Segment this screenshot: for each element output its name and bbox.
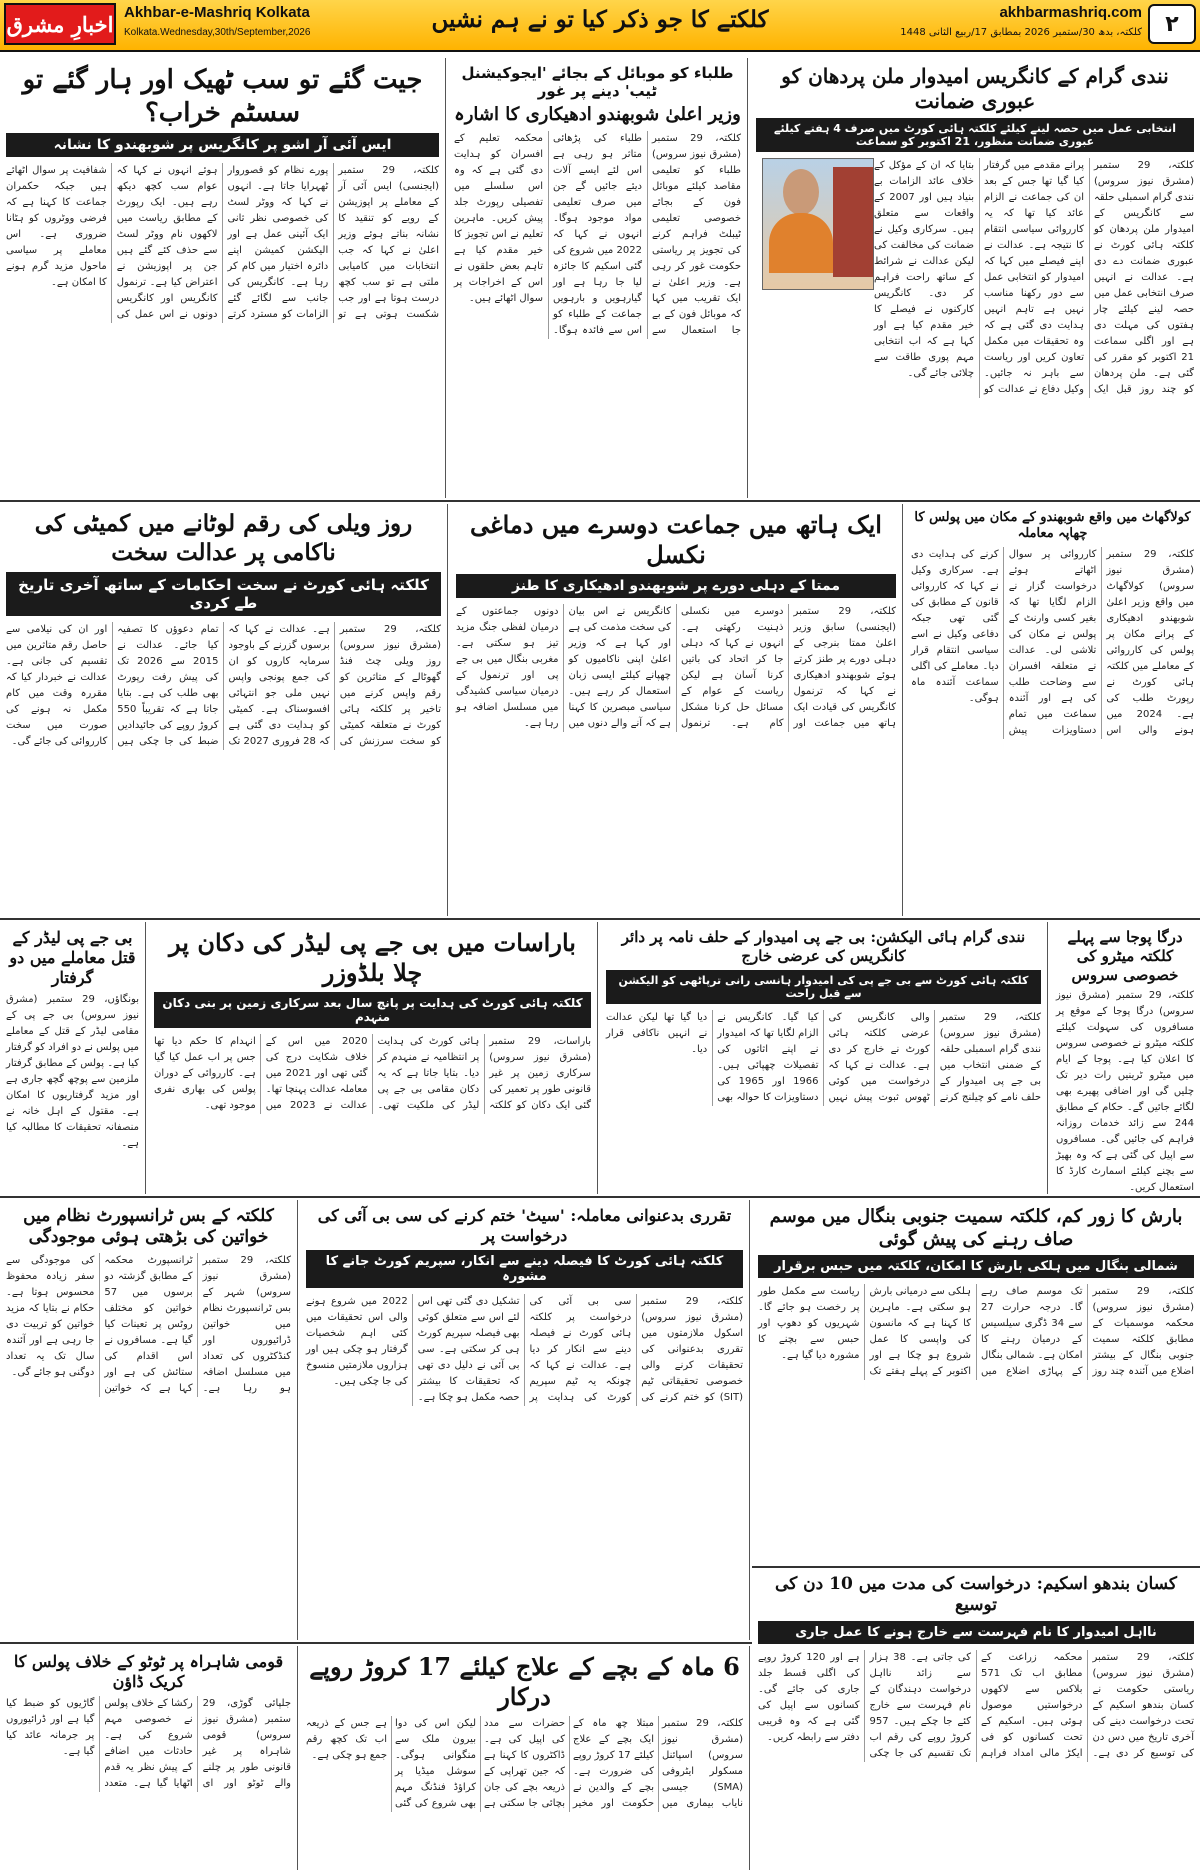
article-body: کلکتہ، 29 ستمبر (مشرق نیوز سروس) نندی گرام اسمبلی حلقہ کے ضمنی انتخاب میں بی جے پی امیدوار کے حلف نامے کو چیلنج کرنے والی کانگریس کی عرضی کلکتہ ہائی کورٹ نے خارج کر دی ہے۔ عدالت نے کہا کہ درخواست میں کوئی ٹھوس ثبوت پیش نہیں کیا گیا۔ کانگریس نے الزام لگایا تھا کہ امیدوار نے اپنے اثاثوں کی تفصیلات چھپائی ہیں۔ 1966 اور 1965 کی دستاویزات کا حوالہ بھی دیا گیا تھا لیکن عدالت نے انہیں ناکافی قرار دیا۔ — [606, 1011, 1041, 1103]
headline: کلکتہ کے بس ٹرانسپورٹ نظام میں خواتین کی بڑھتی ہوئی موجودگی — [23, 1206, 274, 1248]
subheadline-bar: کلکتہ ہائی کورٹ کا فیصلہ دینے سے انکار، سپریم کورٹ جانے کا مشورہ — [306, 1250, 743, 1288]
subheadline-bar: ایس آئی آر اشو پر کانگریس پر شوبھندو کا نشانہ — [6, 133, 439, 157]
subheadline-bar: نااہل امیدوار کا نام فہرست سے خارج ہونے کا عمل جاری — [758, 1621, 1194, 1644]
headline: کولاگھاٹ میں واقع شوبھندو کے مکان میں پولس کا چھاپہ معاملہ — [914, 510, 1191, 542]
headline: نندی گرام ہائی الیکشن: بی جے پی امیدوار کے حلف نامہ پر دائر کانگریس کی عرضی خارج — [621, 928, 1026, 965]
article-body: کلکتہ، 29 ستمبر (مشرق نیوز سروس) محکمہ موسمیات کے مطابق کلکتہ سمیت جنوبی بنگال کے بیشتر اضلاع میں آئندہ چند روز تک موسم صاف رہے گا۔ درجہ حرارت 27 سے 34 ڈگری سیلسیس کے درمیان رہنے کا امکان ہے۔ شمالی بنگال کے پہاڑی اضلاع میں ہلکی سے درمیانی بارش ہو سکتی ہے۔ ماہرین کا کہنا ہے کہ مانسون کی واپسی کا عمل شروع ہو چکا ہے اور اکتوبر کے پہلے ہفتے تک ریاست سے مکمل طور پر رخصت ہو جائے گا۔ شہریوں کو دھوپ اور حبس سے بچنے کا مشورہ دیا گیا ہے۔ — [758, 1286, 1194, 1377]
headline: وزیر اعلیٰ شوبھندو ادھیکاری کا اشارہ — [454, 104, 741, 125]
article-body: کلکتہ، 29 ستمبر (مشرق نیوز سروس) درگا پوجا کے موقع پر مسافروں کی سہولت کیلئے کلکتہ میٹرو نے خصوصی سروس کا اعلان کیا ہے۔ پوجا کے ایام میں میٹرو ٹرینیں رات دیر تک چلیں گی اور اضافی پھیرے بھی لگائے جائیں گے۔ حکام کے مطابق 244 سے زائد خدمات روزانہ فراہم کی جائیں گی۔ مسافروں سے اپیل کی گئی ہے کہ وہ بھیڑ سے بچنے کیلئے اسمارٹ کارڈ کا استعمال کریں۔ — [1056, 990, 1194, 1194]
masthead-right — [850, 4, 1142, 38]
page-number: ۲ — [1148, 4, 1196, 44]
page-slogan: کلکتے کا جو ذکر کیا تو نے ہم نشیں — [431, 6, 769, 33]
subheadline-bar: کلکتہ ہائی کورٹ سے بی جے پی کی امیدوار ہانسی رانی ترپاٹھی کو الیکشن سے قبل راحت — [606, 970, 1041, 1004]
article-durga-puja-metro — [1050, 922, 1200, 1194]
edition-date: Kolkata.Wednesday,30th/September,2026 — [124, 27, 311, 38]
row-divider — [0, 1196, 1200, 1198]
article-body: کلکتہ، 29 ستمبر (مشرق نیوز سروس) اسپائنل مسکولر ایٹروفی (SMA) جیسی نایاب بیماری میں مبتلا چھ ماہ کے ایک بچے کے علاج کیلئے 17 کروڑ روپے کی ضرورت ہے۔ بچے کے والدین نے حکومت اور مخیر حضرات سے مدد کی اپیل کی ہے۔ ڈاکٹروں کا کہنا ہے کہ جین تھراپی کے ذریعہ بچے کی جان بچائی جا سکتی ہے لیکن اس کی دوا بیرون ملک سے منگوانی ہوگی۔ سوشل میڈیا پر کراؤڈ فنڈنگ مہم بھی شروع کی گئی ہے جس کے ذریعہ اب تک کچھ رقم جمع ہو چکی ہے۔ — [306, 1718, 743, 1809]
article-farmers-scheme — [752, 1566, 1200, 1870]
article-nandigram-nomination — [600, 922, 1048, 1194]
hijri-date: کلکتہ، بدھ 30/ستمبر 2026 بمطابق 17/ربیع الثانی 1448 — [900, 27, 1142, 38]
headline: کسان بندھو اسکیم: درخواست کی مدت میں 10 دن کی توسیع — [775, 1574, 1177, 1616]
article-bjp-leader-arrest — [0, 922, 146, 1194]
headline: درگا پوجا سے پہلے کلکتہ میٹرو کی خصوصی سروس — [1067, 928, 1183, 984]
article-body: کلکتہ، 29 ستمبر (مشرق نیوز سروس) طلباء کو تعلیمی مقاصد کیلئے موبائل فون کے بجائے خصوصی تعلیمی ٹیبلٹ فراہم کرنے کی تجویز پر ریاستی حکومت غور کر رہی ہے۔ وزیر اعلیٰ نے ایک تقریب میں کہا کہ موبائل فون کے بے جا استعمال سے طلباء کی پڑھائی متاثر ہو رہی ہے اس لئے ایسے آلات دیئے جائیں گے جن میں صرف تعلیمی مواد موجود ہوگا۔ انہوں نے کہا کہ 2022 میں شروع کی گئی اسکیم کا جائزہ لیا جا رہا ہے اور گیارہویں و بارہویں جماعت کے طلباء کو اس سے فائدہ ہوگا۔ محکمہ تعلیم کے افسران کو ہدایت دی گئی ہے کہ وہ اس سلسلے میں تفصیلی رپورٹ جلد پیش کریں۔ ماہرین تعلیم نے اس تجویز کا خیر مقدم کیا ہے تاہم بعض حلقوں نے اس کے اخراجات پر سوال اٹھائے ہیں۔ — [454, 132, 741, 336]
article-body: بونگاؤں، 29 ستمبر (مشرق نیوز سروس) بی جے پی کے مقامی لیڈر کے قتل کے معاملے میں پولس نے دو افراد کو گرفتار کیا ہے۔ پولس کے مطابق گرفتار ملزمین سے پوچھ گچھ جاری ہے اور مزید گرفتاریوں کا امکان ہے۔ مقتول کے اہل خانہ نے منصفانہ تحقیقات کا مطالبہ کیا ہے۔ — [6, 994, 139, 1149]
subheadline-bar: کلکتہ ہائی کورٹ کی ہدایت پر پانچ سال بعد سرکاری زمین پر بنی دکان منہدم — [154, 992, 591, 1028]
subheadline-bar: شمالی بنگال میں ہلکی بارش کا امکان، کلکتہ میں حبس برقرار — [758, 1255, 1194, 1278]
article-body: کلکتہ، 29 ستمبر (مشرق نیوز سروس) اسکول ملازمتوں میں تقرری بدعنوانی کی تحقیقات کرنے والی خصوصی تحقیقاتی ٹیم (SIT) کو ختم کرنے کی سی بی آئی کی درخواست پر کلکتہ ہائی کورٹ نے فیصلہ دینے سے انکار کر دیا ہے۔ عدالت نے کہا کہ چونکہ یہ ٹیم سپریم کورٹ کی ہدایت پر تشکیل دی گئی تھی اس لئے اس سے متعلق کوئی بھی فیصلہ سپریم کورٹ ہی کر سکتی ہے۔ سی بی آئی نے دلیل دی تھی کہ تحقیقات کا بیشتر حصہ مکمل ہو چکا ہے۔ 2022 میں شروع ہونے والی اس تحقیقات میں کئی اہم شخصیات گرفتار ہو چکی ہیں اور ہزاروں ملازمتیں منسوخ کی جا چکی ہیں۔ — [306, 1296, 743, 1403]
row-divider — [0, 1642, 752, 1644]
kicker: طلباء کو موبائل کے بجائے 'ایجوکیشنل ٹیب' دینے پر غور — [461, 64, 734, 100]
article-child-treatment — [300, 1646, 750, 1870]
headline: 6 ماہ کے بچے کے علاج کیلئے 17 کروڑ روپے درکار — [309, 1652, 740, 1711]
masthead-left — [124, 4, 374, 38]
article-appointment-scam — [300, 1200, 750, 1640]
article-body: کلکتہ، 29 ستمبر (مشرق نیوز سروس) ریاستی حکومت نے کسان بندھو اسکیم کے تحت درخواست دینے کی آخری تاریخ میں دس دن کی توسیع کر دی ہے۔ محکمہ زراعت کے مطابق اب تک 571 بلاکس سے لاکھوں درخواستیں موصول ہوئی ہیں۔ اسکیم کے تحت کسانوں کو فی ایکڑ مالی امداد فراہم کی جاتی ہے۔ 38 ہزار سے زائد نااہل درخواست دہندگان کے نام فہرست سے خارج کئے جا چکے ہیں۔ 957 کروڑ روپے کی رقم اب تک تقسیم کی جا چکی ہے اور 120 کروڑ روپے کی اگلی قسط جلد جاری کی جائے گی۔ کسانوں سے اپیل کی گئی ہے کہ وہ قریبی دفتر سے رابطہ کریں۔ — [758, 1651, 1194, 1759]
row-divider — [0, 500, 1200, 502]
headline: بی جے پی لیڈر کے قتل معاملے میں دو گرفتار — [9, 928, 136, 987]
article-kolkata-police — [905, 504, 1200, 916]
article-body: جلپائی گوڑی، 29 ستمبر (مشرق نیوز سروس) قومی شاہراہ پر غیر قانونی طور پر چلنے والے ٹوٹو اور ای رکشا کے خلاف پولس نے خصوصی مہم شروع کی ہے۔ حادثات میں اضافے کے پیش نظر یہ قدم اٹھایا گیا ہے۔ متعدد گاڑیوں کو ضبط کیا گیا ہے اور ڈرائیوروں پر جرمانہ عائد کیا گیا ہے۔ — [6, 1698, 291, 1789]
headline: روز ویلی کی رقم لوٹانے میں کمیٹی کی ناکامی پر عدالت سخت — [34, 510, 413, 566]
article-body: کلکتہ، 29 ستمبر (ایجنسی) سابق وزیر اعلیٰ ممتا بنرجی کے دہلی دورے پر طنز کرتے ہوئے شوبھندو ادھیکاری نے کہا کہ ترنمول کانگریس کی قیادت ایک ہاتھ میں جماعت اور دوسرے میں نکسلی ذہنیت رکھتی ہے۔ انہوں نے کہا کہ دہلی جا کر اتحاد کی باتیں کرنا آسان ہے لیکن ریاست کے عوام کے مسائل حل کرنا مشکل کام ہے۔ ترنمول کانگریس نے اس بیان کی سخت مذمت کی ہے اور کہا ہے کہ وزیر اعلیٰ اپنی ناکامیوں کو چھپانے کیلئے ایسی زبان استعمال کر رہے ہیں۔ سیاسی مبصرین کا کہنا ہے کہ آنے والے دنوں میں دونوں جماعتوں کے درمیان لفظی جنگ مزید تیز ہو سکتی ہے۔ مغربی بنگال میں بی جے پی اور ترنمول کے درمیان سیاسی کشیدگی میں مسلسل اضافہ ہو رہا ہے۔ — [456, 606, 896, 729]
article-bus-transport — [0, 1200, 298, 1640]
headline: ایک ہاتھ میں جماعت دوسرے میں دماغی نکسل — [470, 510, 882, 569]
article-body: باراسات، 29 ستمبر (مشرق نیوز سروس) سرکاری زمین پر غیر قانونی طور پر تعمیر کی گئی ایک دکان کو کلکتہ ہائی کورٹ کی ہدایت پر انتظامیہ نے منہدم کر دیا۔ بتایا جاتا ہے کہ یہ دکان مقامی بی جے پی لیڈر کی ملکیت تھی۔ 2020 میں اس کے خلاف شکایت درج کی گئی تھی اور 2021 میں معاملہ عدالت پہنچا تھا۔ عدالت نے 2023 میں انہدام کا حکم دیا تھا جس پر اب عمل کیا گیا ہے۔ کارروائی کے دوران پولس کی بھاری نفری موجود تھی۔ — [154, 1036, 591, 1111]
article-weather — [752, 1200, 1200, 1562]
article-barasat-bulldozer — [148, 922, 598, 1194]
headline: قومی شاہراہ پر ٹوٹو کے خلاف پولس کا کریک ڈاؤن — [13, 1652, 284, 1691]
article-body: کلکتہ، 29 ستمبر (مشرق نیوز سروس) نندی گرام اسمبلی حلقہ سے کانگریس کے امیدوار ملن پردھان کو کلکتہ ہائی کورٹ نے عبوری ضمانت دے دی ہے۔ عدالت نے انہیں صرف انتخابی عمل میں حصہ لینے کیلئے چار ہفتوں کی مہلت دی ہے اور اگلی سماعت 21 اکتوبر کو مقرر کی گئی ہے۔ ملن پردھان کو چند روز قبل ایک پرانے مقدمے میں گرفتار کیا گیا تھا جس کے بعد ان کی جماعت نے الزام عائد کیا تھا کہ یہ کارروائی سیاسی انتقام کا نتیجہ ہے۔ عدالت نے اپنے فیصلے میں کہا کہ امیدوار کو انتخابی عمل سے دور رکھنا مناسب نہیں ہے تاہم انہیں ہدایت دی گئی ہے کہ وہ تحقیقات میں مکمل تعاون کریں اور ریاست سے باہر نہ جائیں۔ وکیل دفاع نے عدالت کو بتایا کہ ان کے مؤکل کے خلاف عائد الزامات بے بنیاد ہیں اور 2007 کے واقعات سے متعلق ہیں۔ سرکاری وکیل نے ضمانت کی مخالفت کی لیکن عدالت نے شرائط کے ساتھ راحت فراہم کر دی۔ کانگریس کارکنوں نے فیصلے کا خیر مقدم کیا ہے اور کہا ہے کہ اب انتخابی مہم پوری طاقت سے چلائی جائے گی۔ — [874, 160, 1194, 395]
headline: جیت گئے تو سب ٹھیک اور ہار گئے تو سسٹم خراب؟ — [22, 65, 423, 128]
article-body: کلکتہ، 29 ستمبر (مشرق نیوز سروس) روز ویلی چٹ فنڈ گھوٹالے کے متاثرین کو رقم واپس کرنے میں تاخیر پر کلکتہ ہائی کورٹ نے متعلقہ کمیٹی کو سخت سرزنش کی ہے۔ عدالت نے کہا کہ برسوں گزرنے کے باوجود سرمایہ کاروں کو ان کی جمع پونجی واپس نہیں ملی جو انتہائی افسوسناک ہے۔ کمیٹی کو ہدایت دی گئی ہے کہ 28 فروری 2027 تک تمام دعوؤں کا تصفیہ کیا جائے۔ عدالت نے 2015 سے 2026 تک کی پیش رفت رپورٹ بھی طلب کی ہے۔ بتایا جاتا ہے کہ تقریباً 550 کروڑ روپے کی جائیدادیں ضبط کی جا چکی ہیں اور ان کی نیلامی سے حاصل رقم متاثرین میں تقسیم کی جانی ہے۔ عدالت نے خبردار کیا کہ مقررہ وقت میں کام مکمل نہ ہونے کی صورت میں سخت کارروائی کی جائے گی۔ — [6, 623, 441, 747]
article-students-tablet — [448, 58, 748, 498]
article-body: کلکتہ، 29 ستمبر (مشرق نیوز سروس) شہر کے بس ٹرانسپورٹ نظام میں خواتین ڈرائیوروں اور کنڈکٹروں کی تعداد میں مسلسل اضافہ ہو رہا ہے۔ ٹرانسپورٹ محکمہ کے مطابق گزشتہ دو برسوں میں 57 خواتین کو مختلف روٹس پر تعینات کیا گیا ہے۔ مسافروں نے اس اقدام کی ستائش کی ہے اور کہا ہے کہ خواتین کی موجودگی سے سفر زیادہ محفوظ محسوس ہوتا ہے۔ حکام نے بتایا کہ مزید خواتین کو تربیت دی جا رہی ہے اور آئندہ سال تک یہ تعداد دوگنی ہو جائے گی۔ — [6, 1254, 291, 1394]
masthead — [0, 0, 1200, 52]
subheadline-bar: کلکتہ ہائی کورٹ نے سخت احکامات کے ساتھ آخری تاریخ طے کردی — [6, 572, 441, 616]
headline: نندی گرام کے کانگریس امیدوار ملن پردھان کو عبوری ضمانت — [781, 64, 1169, 113]
subheadline-bar: انتخابی عمل میں حصہ لینے کیلئے کلکتہ ہائی کورٹ میں صرف 4 ہفتے کیلئے عبوری ضمانت منظور، 21 اکتوبر کو سماعت — [756, 118, 1194, 152]
candidate-photo — [762, 158, 874, 290]
article-body: کلکتہ، 29 ستمبر (مشرق نیوز سروس) کولاگھاٹ میں واقع وزیر اعلیٰ شوبھندو ادھیکاری کے پرانے مکان پر پولس کی کارروائی کے معاملے میں کلکتہ ہائی کورٹ نے رپورٹ طلب کی ہے۔ 2024 میں ہونے والی اس کارروائی پر سوال اٹھاتے ہوئے درخواست گزار نے الزام لگایا تھا کہ بغیر کسی وارنٹ کے پولس نے مکان کی تلاشی لی۔ عدالت نے متعلقہ افسران سے وضاحت طلب کی ہے اور آئندہ سماعت میں تمام دستاویزات پیش کرنے کی ہدایت دی ہے۔ سرکاری وکیل نے کہا کہ کارروائی قانون کے مطابق کی گئی تھی جبکہ دفاعی وکیل نے اسے سیاسی انتقام قرار دیا۔ معاملے کی اگلی سماعت آئندہ ماہ ہوگی۔ — [911, 548, 1194, 736]
newspaper-logo: اخبارِ مشرق — [4, 3, 116, 45]
article-nandigram-bail — [750, 58, 1200, 498]
website-link[interactable]: akhbarmashriq.com — [999, 4, 1142, 21]
headline: باراسات میں بی جے پی لیڈر کی دکان پر چلا بلڈوزر — [169, 928, 576, 987]
row-divider — [0, 918, 1200, 920]
article-body: کلکتہ، 29 ستمبر (ایجنسی) ایس آئی آر کے معاملے پر اپوزیشن کے رویے کو تنقید کا نشانہ بناتے ہوئے وزیر اعلیٰ نے کہا کہ جب انتخابات میں کامیابی ملتی ہے تو سب کچھ درست ہوتا ہے اور جب شکست ہوتی ہے تو پورے نظام کو قصوروار ٹھہرایا جاتا ہے۔ انہوں نے کہا کہ ووٹر لسٹ کی خصوصی نظر ثانی ایک آئینی عمل ہے اور الیکشن کمیشن اپنے دائرہ اختیار میں کام کر رہا ہے۔ کانگریس کی جانب سے لگائے گئے الزامات کو مسترد کرتے ہوئے انہوں نے کہا کہ عوام سب کچھ دیکھ رہے ہیں۔ ایک رپورٹ کے مطابق ریاست میں لاکھوں نام ووٹر لسٹ سے حذف کئے گئے ہیں جن پر اپوزیشن نے اعتراض کیا ہے۔ ترنمول کانگریس اور کانگریس دونوں نے اس عمل کی شفافیت پر سوال اٹھائے ہیں جبکہ حکمران جماعت کا کہنا ہے کہ فرضی ووٹروں کو ہٹانا ضروری ہے۔ اس معاملے پر سیاسی ماحول مزید گرم ہونے کا امکان ہے۔ — [6, 165, 439, 320]
article-mamata-remark — [450, 504, 903, 916]
article-won-lost — [0, 58, 446, 498]
headline: بارش کا زور کم، کلکتہ سمیت جنوبی بنگال میں موسم صاف رہنے کی پیش گوئی — [769, 1206, 1183, 1250]
brand-name: Akhbar-e-Mashriq Kolkata — [124, 4, 310, 21]
article-national-highway — [0, 1646, 298, 1870]
headline: تقرری بدعنوانی معاملہ: 'سیٹ' ختم کرنے کی سی بی آئی کی درخواست پر — [317, 1206, 732, 1245]
subheadline-bar: ممتا کے دہلی دورے پر شوبھندو ادھیکاری کا طنز — [456, 574, 896, 598]
article-rose-valley — [0, 504, 448, 916]
